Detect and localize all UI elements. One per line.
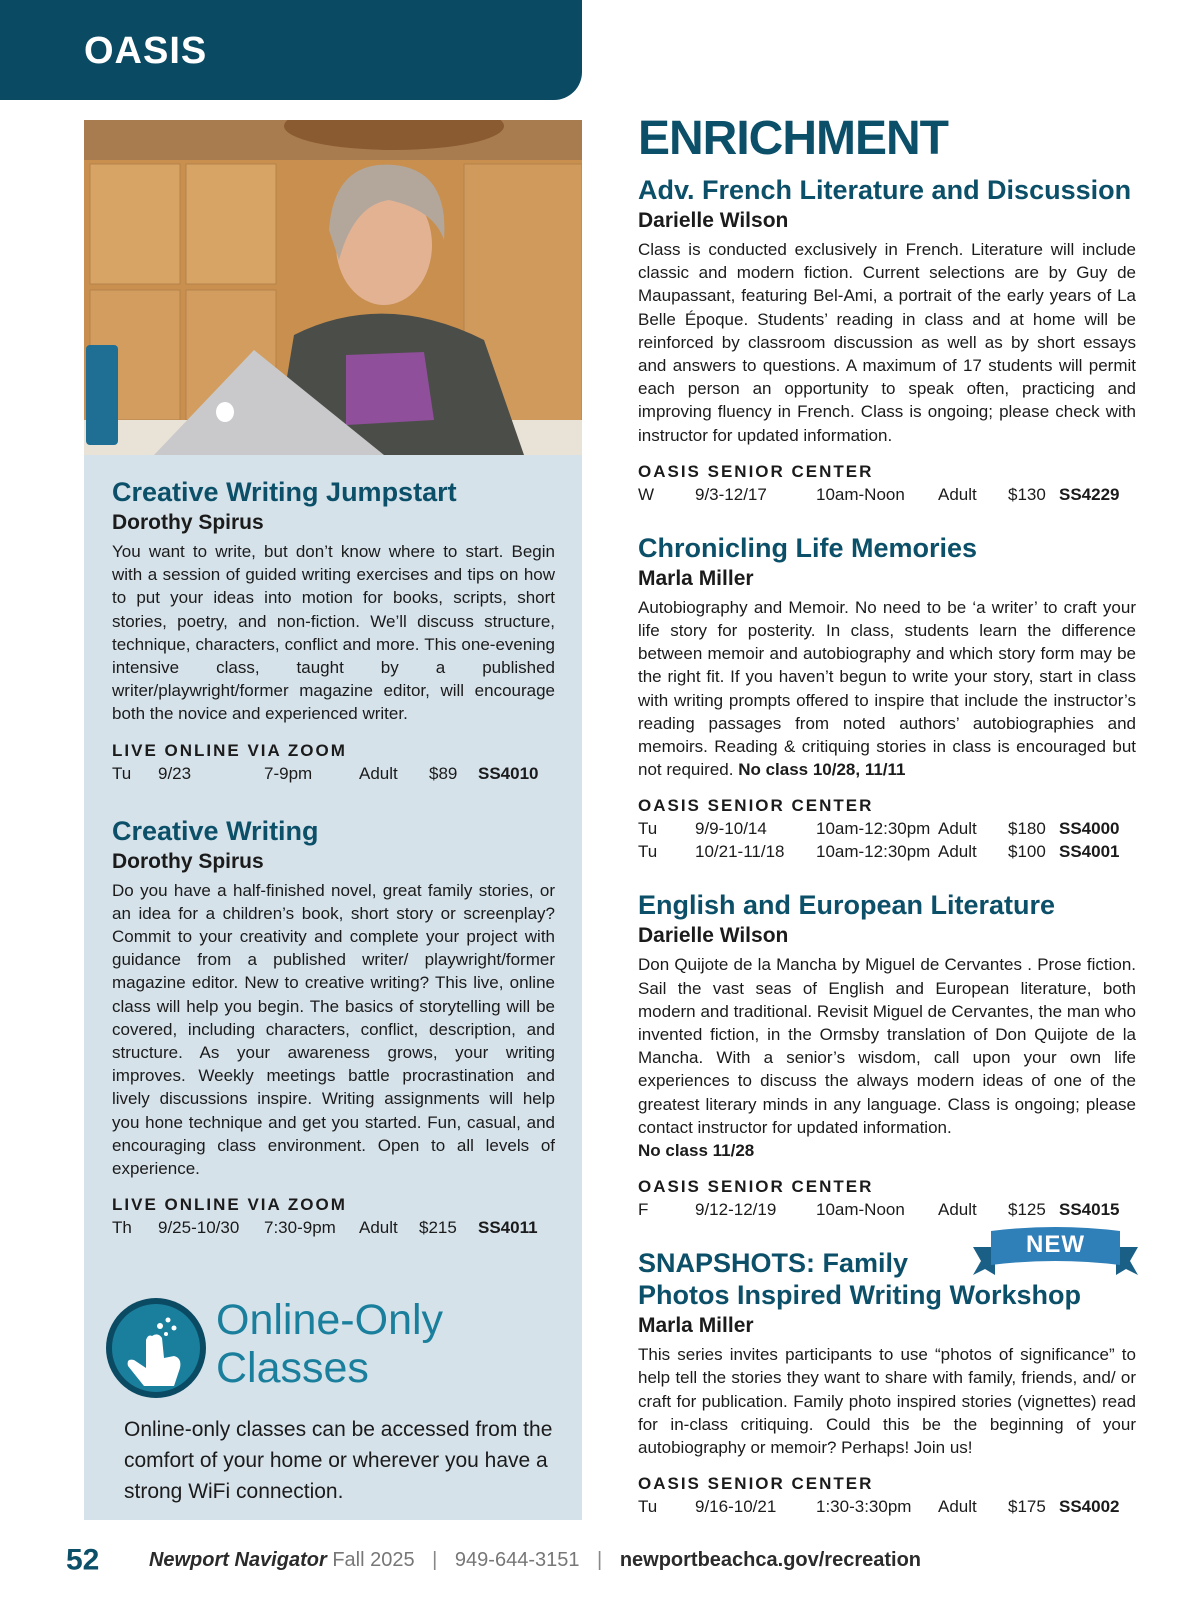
course-location: LIVE ONLINE VIA ZOOM bbox=[112, 740, 347, 760]
schedule-day: Tu bbox=[638, 1497, 658, 1517]
schedule-row bbox=[112, 1216, 555, 1239]
footer-url[interactable]: newportbeachca.gov/recreation bbox=[619, 1549, 922, 1571]
course-description: You want to write, but don’t know where to start. Begin with a session of guided writing exercises and tips on how to put your ideas into motion for books, scripts, short stories, poetry, and non-fiction. We’ll discuss structure, technique, characters, conflict and more. This one-evening intensive class, taught by a published writer/playwright/former magazine editor, will encourage both the novice and experienced writer. bbox=[112, 542, 555, 724]
course-instructor: Marla Miller bbox=[638, 566, 754, 590]
schedule-code: SS4229 bbox=[1059, 484, 1120, 504]
course-description bbox=[638, 953, 1136, 1162]
schedule-time: 7:30-9pm bbox=[264, 1218, 336, 1238]
schedule-time: 1:30-3:30pm bbox=[816, 1497, 912, 1517]
schedule-dates: 9/12-12/19 bbox=[695, 1200, 777, 1220]
schedule-time: 10am-12:30pm bbox=[816, 842, 931, 862]
schedule-fee: $180 bbox=[1008, 819, 1046, 839]
course-description-text: Don Quijote de la Mancha by Miguel de Cervantes . Prose fiction. Sail the vast seas of English and European literature, both modern and traditional. Revisit Miguel de Cervantes, the man who invented fiction, in the Ormsby translation of Don Quijote de la Mancha. With a senior’s wisdom, call upon your own life experiences to discuss the always modern ideas of one of the greatest literary minds in any language. Class is ongoing; please contact instructor for updated information. bbox=[638, 955, 1136, 1137]
online-only-description: Online-only classes can be accessed from the comfort of your home or wherever you have a strong WiFi connection. bbox=[124, 1418, 553, 1503]
publication-name: Newport Navigator bbox=[148, 1549, 327, 1571]
online-only-callout bbox=[104, 1296, 564, 1506]
section-tab bbox=[0, 0, 582, 100]
schedule-level: Adult bbox=[938, 1497, 977, 1517]
schedule-fee: $130 bbox=[1008, 484, 1046, 504]
schedule-fee: $100 bbox=[1008, 842, 1046, 862]
schedule-row bbox=[638, 1495, 1136, 1518]
touch-hand-icon bbox=[104, 1296, 208, 1400]
right-column bbox=[638, 112, 1136, 1544]
course-instructor: Darielle Wilson bbox=[638, 209, 789, 232]
schedule-row bbox=[638, 840, 1136, 863]
schedule-row bbox=[112, 762, 555, 785]
course-location: OASIS SENIOR CENTER bbox=[638, 461, 874, 481]
schedule-code: SS4015 bbox=[1059, 1200, 1120, 1220]
schedule-code: SS4000 bbox=[1059, 819, 1120, 839]
schedule-dates: 9/23 bbox=[158, 763, 192, 783]
schedule-level: Adult bbox=[938, 484, 977, 504]
footer-separator: | bbox=[597, 1549, 603, 1571]
online-only-title-line1: Online-Only bbox=[216, 1296, 444, 1344]
course-note: No class 11/28 bbox=[638, 1141, 755, 1161]
schedule-level: Adult bbox=[359, 1218, 398, 1238]
course-title: Creative Writing Jumpstart bbox=[112, 477, 457, 507]
schedule-dates: 10/21-11/18 bbox=[695, 842, 785, 862]
new-badge bbox=[973, 1225, 1138, 1283]
schedule-code: SS4002 bbox=[1059, 1497, 1120, 1517]
footer-phone: 949-644-3151 bbox=[454, 1549, 580, 1571]
schedule-level: Adult bbox=[938, 842, 977, 862]
course-title-line1: SNAPSHOTS: Family bbox=[638, 1248, 909, 1279]
course-location: OASIS SENIOR CENTER bbox=[638, 1474, 874, 1494]
schedule-level: Adult bbox=[938, 1200, 977, 1220]
course-chronicling-life-memories bbox=[638, 532, 1136, 864]
schedule-dates: 9/16-10/21 bbox=[695, 1497, 777, 1517]
course-note: No class 10/28, 11/11 bbox=[738, 760, 906, 780]
course-title-line2: Photos Inspired Writing Workshop bbox=[638, 1280, 1082, 1311]
online-only-title-line2: Classes bbox=[216, 1344, 369, 1392]
course-description: Do you have a half-finished novel, great family stories, or an idea for a children’s book, short story or screenplay? Commit to your creativity and complete your project with guidance from a published writer/ playwright/former magazine editor. New to creative writing? This live, online class will help you begin. The basics of storytelling will be covered, including characters, conflict, description, and structure. As your awareness grows, your writing improves. Weekly meetings battle procrastination and lively discussions inspire. Writing assignments will help you hone technique and get you started. Fun, casual, and encouraging class environment. Open to all levels of experience. bbox=[112, 880, 555, 1179]
schedule-dates: 9/25-10/30 bbox=[158, 1218, 240, 1238]
course-location: OASIS SENIOR CENTER bbox=[638, 1177, 874, 1197]
online-only-title bbox=[216, 1296, 566, 1392]
schedule-row bbox=[638, 483, 1136, 506]
new-badge-label: NEW bbox=[1026, 1231, 1085, 1259]
page-number: 52 bbox=[66, 1543, 100, 1577]
schedule-code: SS4011 bbox=[478, 1218, 538, 1238]
photo-woman-laptop bbox=[84, 120, 582, 455]
course-location: OASIS SENIOR CENTER bbox=[638, 796, 874, 816]
schedule-fee: $175 bbox=[1008, 1497, 1046, 1517]
course-description: Class is conducted exclusively in French. Literature will include classic and modern fiction. Current selections are by Guy de Maupassant, featuring Bel-Ami, a portrait of the early years of La Belle Époque. Students’ reading in class and at home will be reinforced by classroom discussion as well as by short essays and answers to questions. A maximum of 17 students will permit each person an opportunity to speak often, practicing and improving fluency in French. Class is ongoing; please check with instructor for updated information. bbox=[638, 240, 1136, 445]
section-title: ENRICHMENT bbox=[638, 112, 948, 165]
course-title: Creative Writing bbox=[112, 815, 319, 846]
schedule-row bbox=[638, 817, 1136, 840]
schedule-dates: 9/9-10/14 bbox=[695, 819, 767, 839]
schedule-level: Adult bbox=[938, 819, 977, 839]
course-title: Chronicling Life Memories bbox=[638, 532, 978, 563]
course-creative-writing-jumpstart bbox=[112, 476, 555, 785]
schedule-day: Tu bbox=[112, 763, 132, 783]
schedule-row bbox=[638, 1198, 1136, 1221]
left-panel bbox=[84, 120, 582, 1520]
course-instructor: Darielle Wilson bbox=[638, 924, 789, 948]
schedule-day: W bbox=[638, 484, 655, 504]
schedule-level: Adult bbox=[359, 763, 398, 783]
schedule-time: 10am-Noon bbox=[816, 1200, 905, 1220]
section-tab-label: OASIS bbox=[84, 30, 208, 72]
course-title-wrap bbox=[638, 1231, 1136, 1311]
schedule-day: Tu bbox=[638, 842, 658, 862]
schedule-day: Th bbox=[112, 1218, 132, 1238]
schedule-day: F bbox=[638, 1200, 649, 1220]
schedule-day: Tu bbox=[638, 819, 658, 839]
course-english-european-literature bbox=[638, 889, 1136, 1221]
schedule-time: 10am-12:30pm bbox=[816, 819, 931, 839]
course-adv-french-literature bbox=[638, 174, 1136, 506]
page-footer bbox=[66, 1540, 1166, 1580]
course-snapshots-family-photos bbox=[638, 1231, 1136, 1518]
course-creative-writing bbox=[112, 815, 555, 1240]
publication-season: Fall 2025 bbox=[332, 1549, 415, 1571]
course-instructor: Marla Miller bbox=[638, 1314, 754, 1338]
footer-separator: | bbox=[432, 1549, 438, 1571]
schedule-code: SS4001 bbox=[1059, 842, 1120, 862]
course-description bbox=[638, 596, 1136, 782]
course-title: English and European Literature bbox=[638, 890, 1056, 921]
schedule-dates: 9/3-12/17 bbox=[695, 484, 767, 504]
course-instructor: Dorothy Spirus bbox=[112, 849, 264, 873]
schedule-fee: $125 bbox=[1008, 1200, 1046, 1220]
schedule-time: 10am-Noon bbox=[816, 484, 905, 504]
schedule-fee: $89 bbox=[429, 763, 458, 783]
schedule-time: 7-9pm bbox=[264, 763, 313, 783]
course-location: LIVE ONLINE VIA ZOOM bbox=[112, 1195, 347, 1215]
course-description: This series invites participants to use “photos of significance” to help tell the stories they want to share with family, friends, and/ or craft for publication. Family photo inspired stories (vignettes) read for in-class critiquing. Could this be the beginning of your autobiography or memoir? Perhaps! Join us! bbox=[638, 1345, 1136, 1458]
course-title: Adv. French Literature and Discussion bbox=[638, 175, 1132, 205]
course-description-text: Autobiography and Memoir. No need to be ‘a writer’ to craft your life story for posterity. In class, students learn the difference between memoir and autobiography and which story form may be the right fit. If you haven’t begun to write your story, start in class with writing prompts offered to inspire that include the instructor’s reading passages from noted authors’ autobiographies and memoirs. Reading & critiquing stories in class is encouraged but not required. bbox=[638, 597, 1136, 780]
schedule-code: SS4010 bbox=[478, 763, 539, 783]
course-instructor: Dorothy Spirus bbox=[112, 511, 264, 534]
schedule-fee: $215 bbox=[419, 1218, 457, 1238]
